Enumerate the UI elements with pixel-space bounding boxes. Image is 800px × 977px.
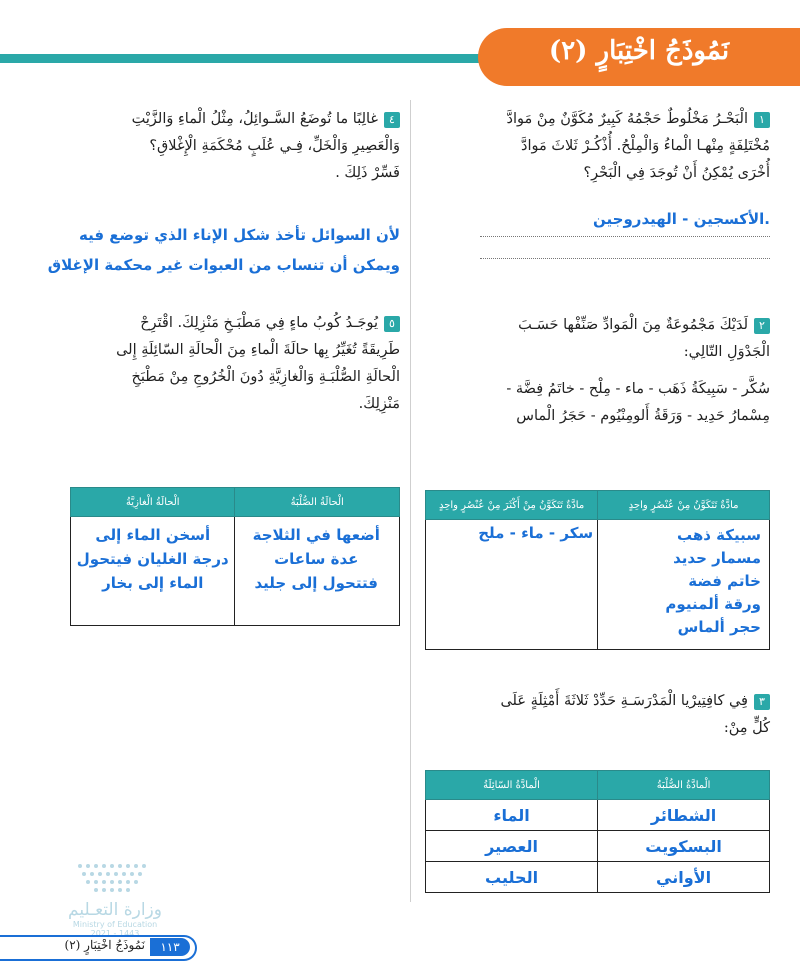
question-4 xyxy=(30,106,400,187)
table-header: الْمادَّةُ الصُّلْبَةُ xyxy=(598,771,770,800)
question-5-line: ٥يُوجَـدُ كُوبُ ماءٍ فِي مَطْبَـخِ مَنْزِلِكَ. اقْتَرِحْ xyxy=(30,310,400,337)
table-cell: الأواني xyxy=(598,862,770,893)
question-number-badge: ٥ xyxy=(384,316,400,332)
question-3-line: كُلٍّ مِنْ: xyxy=(723,720,770,736)
question-number-badge: ٤ xyxy=(384,112,400,128)
question-4-line: وَالْعَصِيرِ وَالْخَلِّ، فِـي عُلَبٍ مُحْكَمَةِ الْإِغْلاقِ؟ xyxy=(149,138,400,154)
question-3-line: ٣فِي كافِتِيرْيا الْمَدْرَسَـةِ حَدِّدْ ثَلاثَةَ أَمْثِلَةٍ عَلَى xyxy=(430,688,770,715)
materials-line: مِسْمارُ حَدِيد - وَرَقَةُ أَلومِنْيُوم - حَجَرُ الْماس xyxy=(516,408,770,424)
states-table xyxy=(70,487,400,626)
page-number: ١١٣ xyxy=(150,938,190,956)
question-1-answer: .الأكسجين - الهيدروجين xyxy=(593,210,770,228)
column-divider xyxy=(410,100,411,902)
watermark-text: Ministry of Education xyxy=(72,920,158,929)
watermark-text: 2021 - 1443 xyxy=(90,929,140,938)
footer-title: نَمُوذَجُ اخْتِبَارٍ (٢) xyxy=(64,938,145,952)
table-cell: البسكويت xyxy=(598,831,770,862)
materials-list xyxy=(430,376,770,430)
table-cell-multiple-elements: سكر - ماء - ملح xyxy=(426,520,598,650)
question-number-badge: ٣ xyxy=(754,694,770,710)
answer-line: لأن السوائل تأخذ شكل الإناء الذي توضع فيه xyxy=(79,226,400,244)
question-4-line: فَسِّرْ ذَلِكَ . xyxy=(335,165,400,181)
materials-line: سُكَّر - سَبِيكَةُ ذَهَب - ماء - مِلْح - خاتَمُ فِضَّة - xyxy=(506,381,770,397)
question-1-line: مُخْتَلِفَةٍ مِنْهـا الْماءُ وَالْمِلْحُ. أُذْكُـرْ ثَلاثَ مَوادَّ xyxy=(521,138,770,154)
table-header: الْحالَةُ الصُّلْبَةُ xyxy=(235,488,400,517)
question-4-answer xyxy=(10,220,400,280)
ministry-watermark xyxy=(40,860,190,938)
header-stripe xyxy=(0,54,560,63)
table-cell: الشطائر xyxy=(598,800,770,831)
question-1-line: أُخْرَى يُمْكِنُ أَنْ تُوجَدَ فِي الْبَحْرِ؟ xyxy=(583,165,770,181)
table-header: مادَّةٌ تَتَكَوَّنُ مِنْ عُنْصُرٍ واحِدٍ xyxy=(598,491,770,520)
table-cell: الحليب xyxy=(426,862,598,893)
cafeteria-table xyxy=(425,770,770,893)
question-5-line: الْحالَةِ الصُّلْبَـةِ وَالْغازِيَّةِ دُونَ الْخُرُوجِ مِنْ مَطْبَخِ xyxy=(131,369,400,385)
question-number-badge: ١ xyxy=(754,112,770,128)
table-header: مادَّةٌ تَتَكَوَّنُ مِنْ أَكْثَرَ مِنْ عُنْصُرٍ واحِدٍ xyxy=(426,491,598,520)
question-number-badge: ٢ xyxy=(754,318,770,334)
question-3 xyxy=(430,688,770,742)
question-4-line: ٤غالِبًا ما تُوضَعُ السَّـوائِلُ، مِثْلُ الْماءِ وَالزَّيْتِ xyxy=(30,106,400,133)
answer-line xyxy=(480,244,770,259)
question-5-line: مَنْزِلِكَ. xyxy=(358,396,400,412)
question-5-line: طَرِيقَةً تُغَيِّرُ بِها حالَةَ الْماءِ مِنَ الْحالَةِ السّائِلَةِ إِلى xyxy=(116,342,400,358)
table-header: الْحالَةُ الْغازِيَّةُ xyxy=(71,488,235,517)
table-cell-solid: أضعها في الثلاجة عدة ساعات فتتحول إلى جليد xyxy=(235,517,400,626)
table-cell-gas: أسخن الماء إلى درجة الغليان فيتحول الماء إلى بخار xyxy=(71,517,235,626)
table-cell: الماء xyxy=(426,800,598,831)
table-header: الْمادَّةُ السّائِلَةُ xyxy=(426,771,598,800)
watermark-text: وزارة التعـليم xyxy=(68,900,162,920)
table-cell: العصير xyxy=(426,831,598,862)
question-2-line: الْجَدْوَلِ التّالِي: xyxy=(683,344,770,360)
classification-table xyxy=(425,490,770,650)
answer-line: ويمكن أن تنساب من العبوات غير محكمة الإغلاق xyxy=(47,256,400,274)
question-2-line: ٢لَدَيْكَ مَجْمُوعَةٌ مِنَ الْمَوادِّ صَنِّفْها حَسَـبَ xyxy=(430,312,770,339)
question-1-line: ١الْبَحْـرُ مَخْلُوطٌ حَجْمُهُ كَبِيرٌ مُكَوَّنٌ مِنْ مَوادَّ xyxy=(430,106,770,133)
question-5 xyxy=(30,310,400,418)
page-title: نَمُوذَجُ اخْتِبَارٍ (٢) xyxy=(548,36,730,66)
table-cell-single-element: سبيكة ذهب مسمار حديد خاتم فضة ورقة ألمنيوم حجر ألماس xyxy=(598,520,770,650)
question-2 xyxy=(430,312,770,366)
question-1 xyxy=(430,106,770,187)
ministry-logo-icon xyxy=(70,860,160,896)
